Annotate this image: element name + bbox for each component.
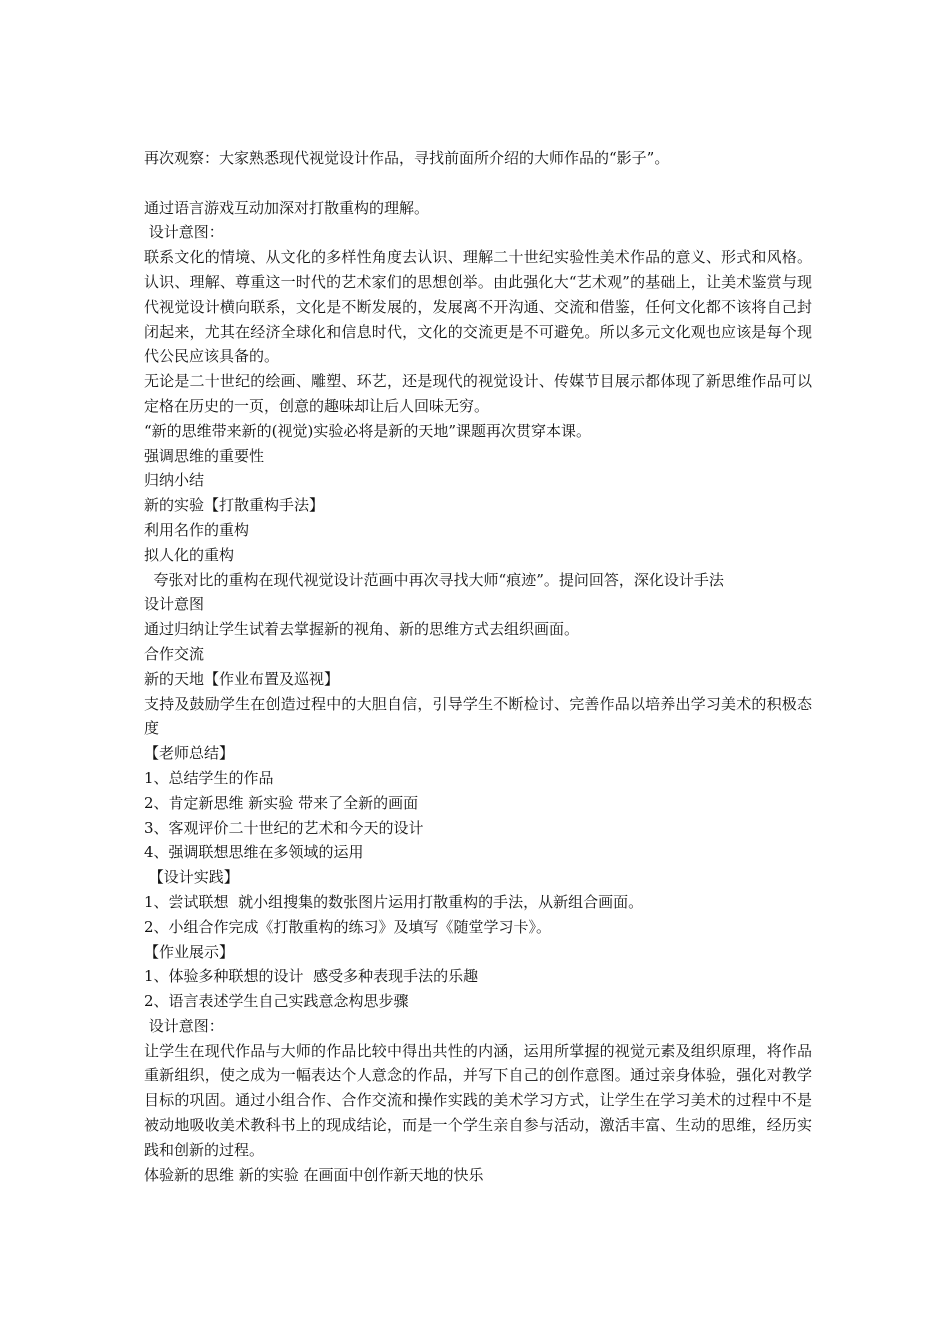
text-line: 设计意图： <box>144 223 224 242</box>
text-line: 1、总结学生的作品 <box>144 768 274 787</box>
text-line: 1、体验多种联想的设计 感受多种表现手法的乐趣 <box>144 967 479 986</box>
text-line: 设计意图： <box>144 1016 224 1035</box>
text-line: 设计意图 <box>144 595 205 614</box>
blank-line <box>144 171 812 196</box>
text-line: 合作交流 <box>144 644 205 663</box>
text-line: 4、强调联想思维在多领域的运用 <box>144 843 364 862</box>
text-line: “新的思维带来新的(视觉)实验必将是新的天地”课题再次贯穿本课。 <box>144 421 592 440</box>
text-line: 2、小组合作完成《打散重构的练习》及填写《随堂学习卡》。 <box>144 917 552 936</box>
text-line: 新的实验【打散重构手法】 <box>144 496 325 515</box>
text-line: 体验新的思维 新的实验 在画面中创作新天地的快乐 <box>144 1165 484 1184</box>
text-line: 【设计实践】 <box>144 868 239 887</box>
paragraph: 联系文化的情境、从文化的多样性角度去认识、理解二十世纪实验性美术作品的意义、形式和风格。认识、理解、尊重这一时代的艺术家们的思想创举。由此强化大“艺术观”的基础上，让美术鉴赏与现代视觉设计横向联系，文化是不断发展的，发展离不开沟通、交流和借鉴，任何文化都不该将自己封闭起来，尤其在经济全球化和信息时代，文化的交流更是不可避免。所以多元文化观也应该是每个现代公民应该具备的。 <box>144 248 812 366</box>
text-line: 拟人化的重构 <box>144 545 235 564</box>
paragraph: 让学生在现代作品与大师的作品比较中得出共性的内涵，运用所掌握的视觉元素及组织原理，将作品重新组织，使之成为一幅表达个人意念的作品，并写下自己的创作意图。通过亲身体验，强化对教学目标的巩固。通过小组合作、合作交流和操作实践的美术学习方式，让学生在学习美术的过程中不是被动地吸收美术教科书上的现成结论，而是一个学生亲自参与活动，激活丰富、生动的思维，经历实践和创新的过程。 <box>144 1041 812 1159</box>
text-line: 通过归纳让学生试着去掌握新的视角、新的思维方式去组织画面。 <box>144 620 580 639</box>
document-body <box>144 146 812 1187</box>
paragraph: 支持及鼓励学生在创造过程中的大胆自信，引导学生不断检讨、完善作品以培养出学习美术的积极态度 <box>144 694 812 738</box>
text-line: 再次观察：大家熟悉现代视觉设计作品，寻找前面所介绍的大师作品的“影子”。 <box>144 149 670 167</box>
text-line: 1、尝试联想 就小组搜集的数张图片运用打散重构的手法，从新组合画面。 <box>144 892 644 911</box>
text-line: 强调思维的重要性 <box>144 446 265 465</box>
text-line: 归纳小结 <box>144 471 205 490</box>
text-line: 3、客观评价二十世纪的艺术和今天的设计 <box>144 818 424 837</box>
paragraph: 无论是二十世纪的绘画、雕塑、环艺，还是现代的视觉设计、传媒节目展示都体现了新思维作品可以定格在历史的一页，创意的趣味却让后人回味无穷。 <box>144 372 812 415</box>
text-line: 2、语言表述学生自己实践意念构思步骤 <box>144 992 409 1011</box>
text-line: 夸张对比的重构在现代视觉设计范画中再次寻找大师“痕迹”。提问回答，深化设计手法 <box>144 570 724 589</box>
text-line: 【老师总结】 <box>144 744 235 763</box>
text-line: 【作业展示】 <box>144 942 235 961</box>
text-line: 新的天地【作业布置及巡视】 <box>144 669 340 688</box>
text-line: 利用名作的重构 <box>144 520 250 539</box>
text-line: 通过语言游戏互动加深对打散重构的理解。 <box>144 198 430 217</box>
text-line: 2、肯定新思维 新实验 带来了全新的画面 <box>144 793 419 812</box>
